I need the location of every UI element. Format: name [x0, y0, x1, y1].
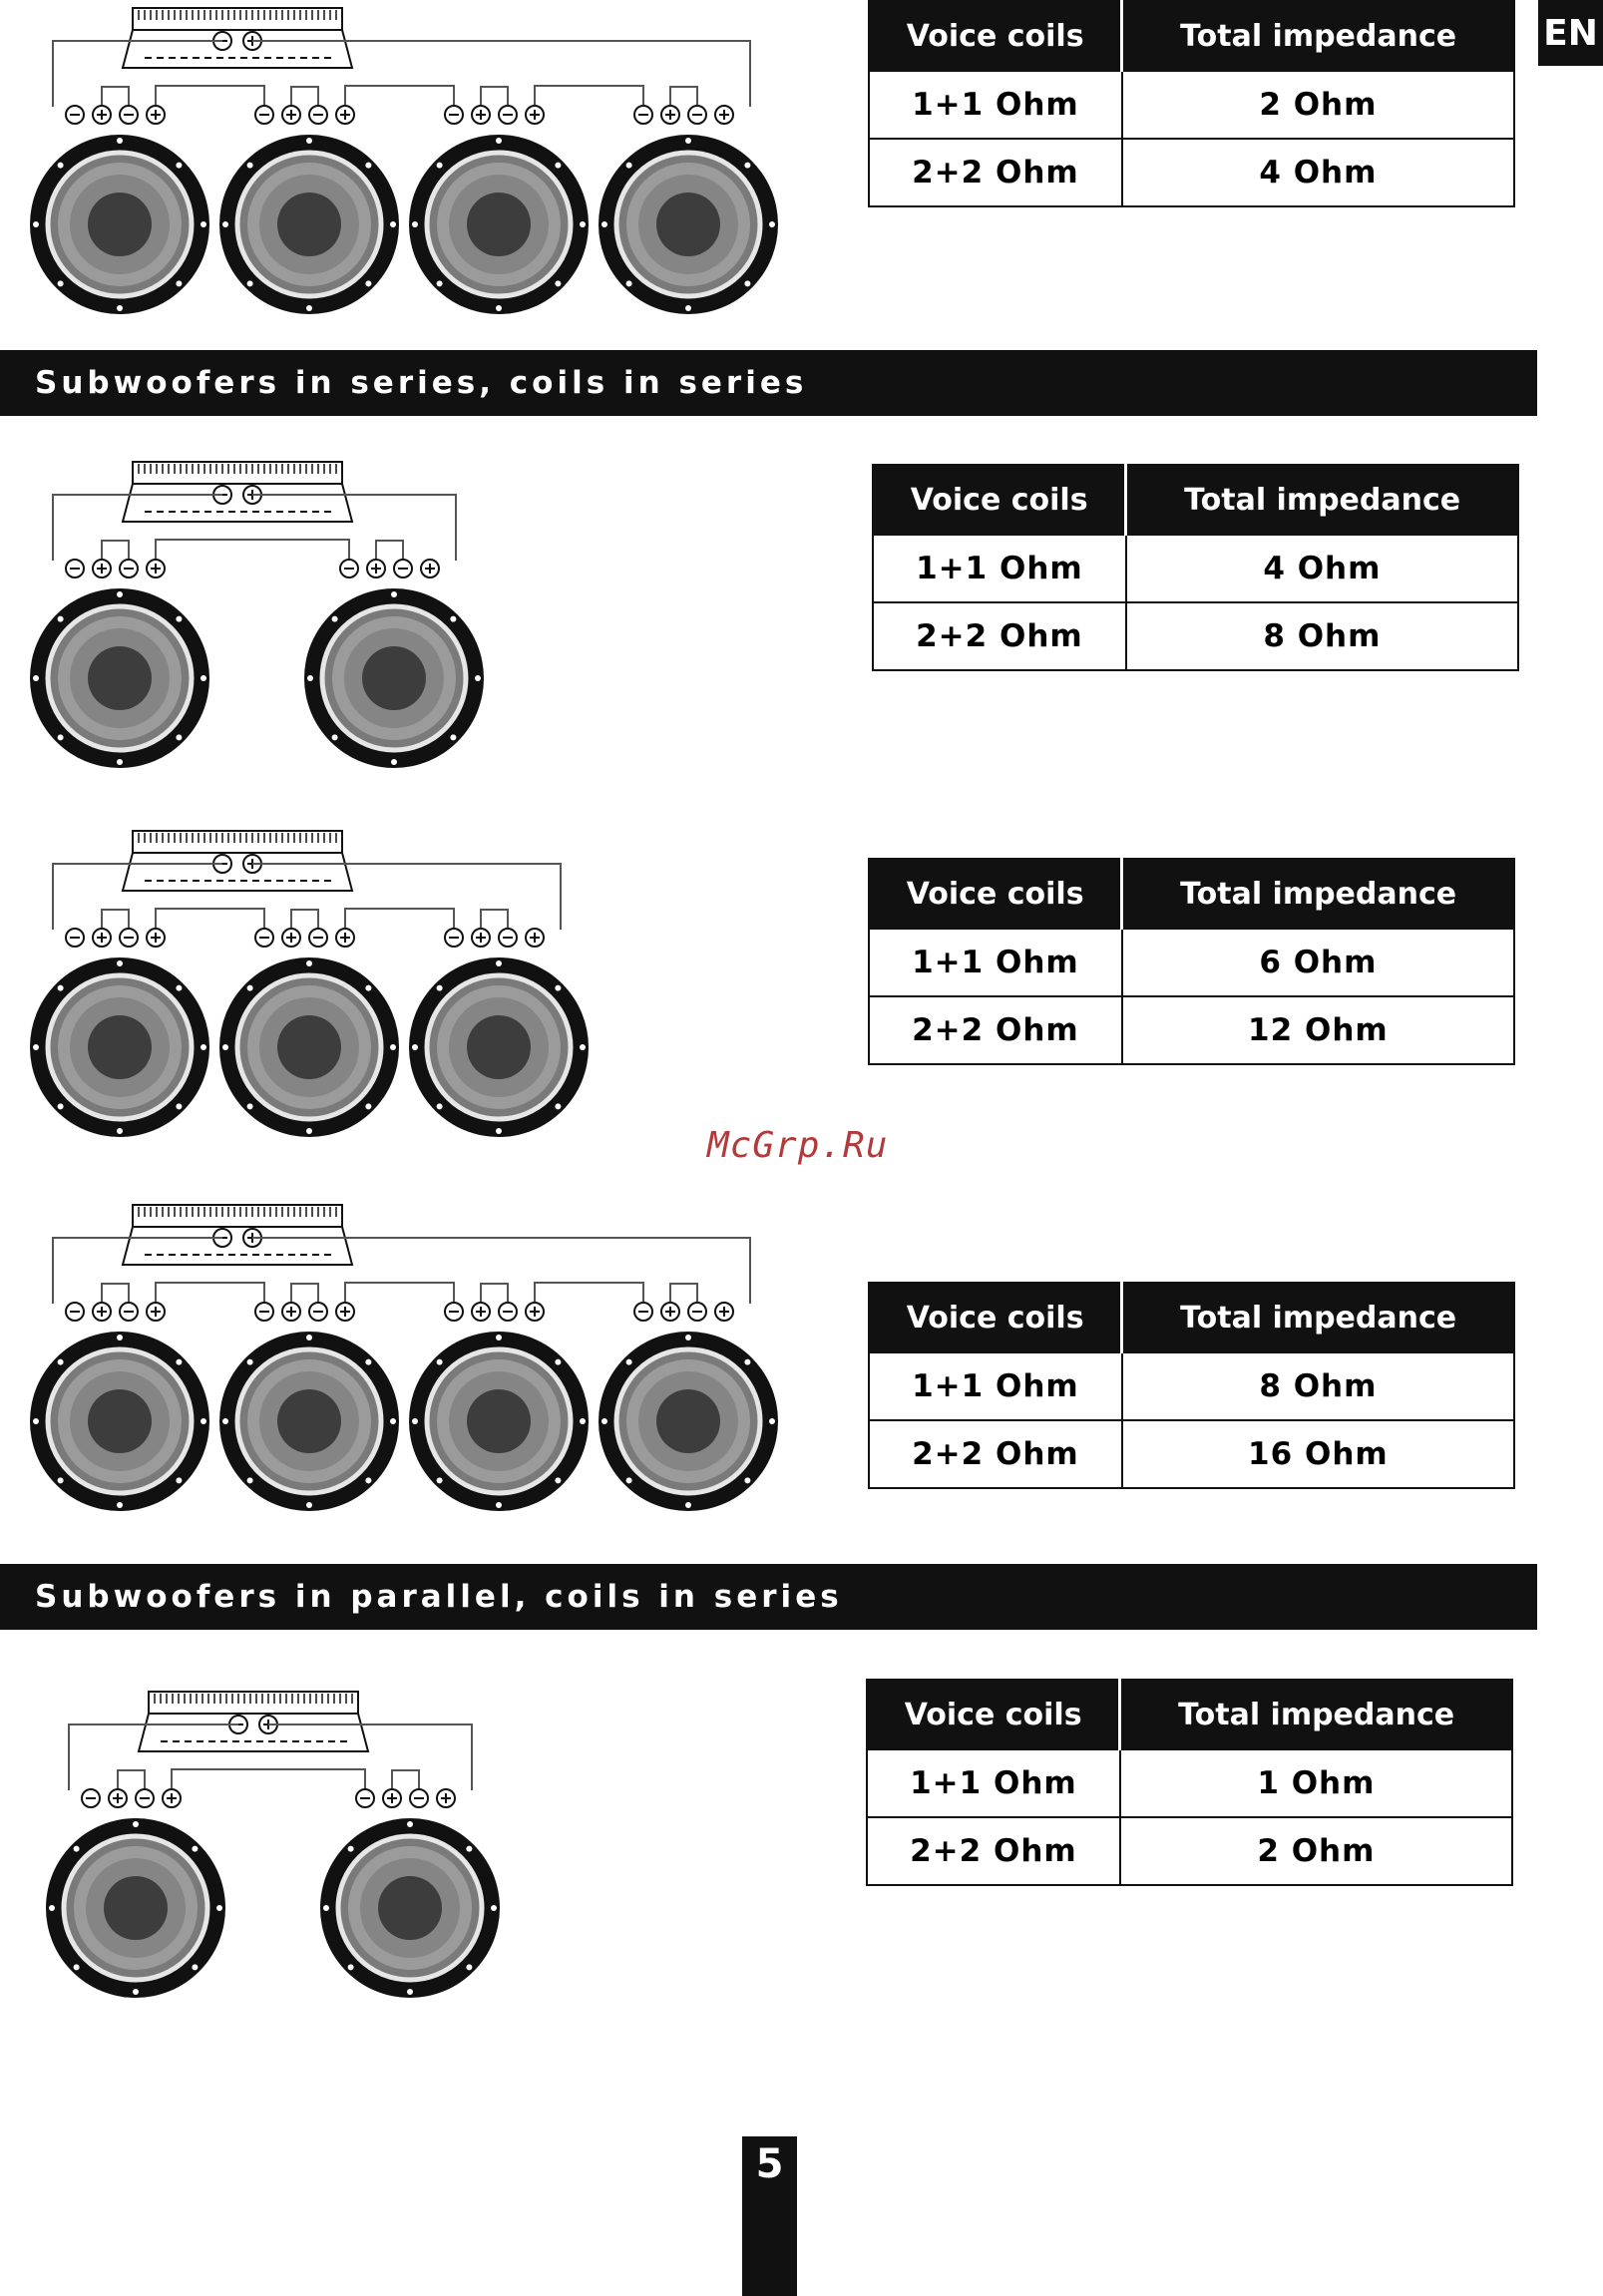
wire — [345, 86, 454, 105]
plus-terminal-icon — [147, 1303, 165, 1321]
wiring-diagram — [28, 823, 786, 1142]
plus-terminal-icon — [147, 929, 165, 947]
subwoofer-icon — [219, 957, 399, 1137]
plus-terminal-icon — [421, 560, 439, 577]
plus-terminal-icon — [93, 929, 111, 947]
table-row: 2+2 Ohm 12 Ohm — [869, 996, 1514, 1064]
language-tag: EN — [1538, 0, 1603, 66]
minus-terminal-icon — [120, 106, 138, 124]
minus-terminal-icon — [255, 106, 273, 124]
watermark: McGrp.Ru — [707, 1125, 889, 1166]
minus-terminal-icon — [82, 1789, 100, 1807]
plus-terminal-icon — [282, 929, 300, 947]
wire — [102, 541, 129, 559]
plus-terminal-icon — [282, 1303, 300, 1321]
minus-terminal-icon — [445, 106, 463, 124]
subwoofer-icon — [409, 957, 589, 1137]
plus-terminal-icon — [336, 106, 354, 124]
subwoofer-icon — [599, 1332, 778, 1511]
plus-terminal-icon — [661, 1303, 679, 1321]
minus-terminal-icon — [66, 106, 84, 124]
minus-terminal-icon — [120, 929, 138, 947]
plus-terminal-icon — [661, 106, 679, 124]
table-row: 1+1 Ohm 2 Ohm — [869, 71, 1514, 139]
plus-terminal-icon — [336, 929, 354, 947]
minus-terminal-icon — [120, 1303, 138, 1321]
minus-terminal-icon — [120, 560, 138, 577]
minus-terminal-icon — [499, 1303, 517, 1321]
minus-terminal-icon — [688, 106, 706, 124]
subwoofer-icon — [30, 957, 209, 1137]
minus-terminal-icon — [255, 929, 273, 947]
minus-terminal-icon — [66, 929, 84, 947]
table-row: 2+2 Ohm 2 Ohm — [867, 1817, 1512, 1885]
wiring-diagram — [44, 1684, 802, 2003]
wiring-diagram — [28, 1197, 786, 1516]
wire — [481, 910, 508, 928]
minus-terminal-icon — [136, 1789, 154, 1807]
subwoofer-icon — [30, 1332, 209, 1511]
subwoofer-icon — [219, 135, 399, 314]
amplifier-icon — [123, 1205, 352, 1265]
wire — [291, 910, 318, 928]
table-row: 2+2 Ohm 8 Ohm — [873, 602, 1518, 670]
amplifier-icon — [123, 8, 352, 68]
table-row: 1+1 Ohm 6 Ohm — [869, 929, 1514, 996]
minus-terminal-icon — [356, 1789, 374, 1807]
header-voice-coils: Voice coils — [869, 1283, 1122, 1352]
subwoofer-icon — [599, 135, 778, 314]
wire — [535, 1283, 643, 1302]
wire — [481, 1284, 508, 1302]
minus-terminal-icon — [255, 1303, 273, 1321]
minus-terminal-icon — [634, 1303, 652, 1321]
table-row: 1+1 Ohm 1 Ohm — [867, 1749, 1512, 1817]
header-voice-coils: Voice coils — [867, 1680, 1120, 1749]
table-row: 2+2 Ohm 16 Ohm — [869, 1420, 1514, 1488]
header-voice-coils: Voice coils — [869, 1, 1122, 71]
section-title-parallel: Subwoofers in parallel, coils in series — [0, 1564, 1537, 1630]
minus-terminal-icon — [499, 106, 517, 124]
plus-terminal-icon — [93, 1303, 111, 1321]
impedance-table — [868, 1282, 1515, 1489]
wire — [172, 1769, 365, 1788]
plus-terminal-icon — [383, 1789, 401, 1807]
wire — [345, 1283, 454, 1302]
subwoofer-icon — [30, 588, 209, 768]
plus-terminal-icon — [93, 106, 111, 124]
plus-terminal-icon — [715, 106, 733, 124]
impedance-table — [868, 858, 1515, 1065]
minus-terminal-icon — [309, 929, 327, 947]
plus-terminal-icon — [472, 1303, 490, 1321]
header-total-impedance: Total impedance — [1122, 1, 1514, 71]
subwoofer-icon — [304, 588, 484, 768]
subwoofer-icon — [219, 1332, 399, 1511]
section-title-series: Subwoofers in series, coils in series — [0, 350, 1537, 416]
plus-terminal-icon — [367, 560, 385, 577]
impedance-table — [868, 0, 1515, 207]
wire — [291, 87, 318, 105]
subwoofer-icon — [46, 1818, 225, 1998]
plus-terminal-icon — [93, 560, 111, 577]
header-voice-coils: Voice coils — [873, 465, 1126, 535]
table-row: 1+1 Ohm 8 Ohm — [869, 1352, 1514, 1420]
wire — [156, 909, 264, 928]
minus-terminal-icon — [66, 560, 84, 577]
wire — [156, 1283, 264, 1302]
wire — [376, 541, 403, 559]
plus-terminal-icon — [526, 1303, 544, 1321]
minus-terminal-icon — [309, 106, 327, 124]
plus-terminal-icon — [336, 1303, 354, 1321]
minus-terminal-icon — [66, 1303, 84, 1321]
plus-terminal-icon — [472, 929, 490, 947]
minus-terminal-icon — [309, 1303, 327, 1321]
header-total-impedance: Total impedance — [1126, 465, 1518, 535]
wire — [481, 87, 508, 105]
header-total-impedance: Total impedance — [1122, 1283, 1514, 1352]
minus-terminal-icon — [634, 106, 652, 124]
plus-terminal-icon — [147, 106, 165, 124]
header-total-impedance: Total impedance — [1122, 859, 1514, 929]
wiring-diagram — [28, 454, 786, 773]
header-total-impedance: Total impedance — [1120, 1680, 1512, 1749]
minus-terminal-icon — [410, 1789, 428, 1807]
plus-terminal-icon — [472, 106, 490, 124]
plus-terminal-icon — [163, 1789, 181, 1807]
plus-terminal-icon — [526, 929, 544, 947]
amplifier-icon — [139, 1692, 368, 1751]
wire — [156, 540, 349, 559]
subwoofer-icon — [320, 1818, 500, 1998]
table-row: 1+1 Ohm 4 Ohm — [873, 535, 1518, 602]
amplifier-icon — [123, 462, 352, 522]
wire — [670, 87, 697, 105]
impedance-table — [866, 1679, 1513, 1886]
wire — [118, 1770, 145, 1788]
wire — [102, 910, 129, 928]
wire — [102, 87, 129, 105]
wire — [535, 86, 643, 105]
minus-terminal-icon — [445, 929, 463, 947]
plus-terminal-icon — [282, 106, 300, 124]
wiring-diagram — [28, 0, 786, 319]
wire — [345, 909, 454, 928]
wire — [156, 86, 264, 105]
wire — [392, 1770, 419, 1788]
subwoofer-icon — [409, 135, 589, 314]
minus-terminal-icon — [340, 560, 358, 577]
table-row: 2+2 Ohm 4 Ohm — [869, 139, 1514, 206]
minus-terminal-icon — [445, 1303, 463, 1321]
minus-terminal-icon — [688, 1303, 706, 1321]
plus-terminal-icon — [715, 1303, 733, 1321]
plus-terminal-icon — [147, 560, 165, 577]
wire — [102, 1284, 129, 1302]
minus-terminal-icon — [499, 929, 517, 947]
plus-terminal-icon — [526, 106, 544, 124]
impedance-table — [872, 464, 1519, 671]
plus-terminal-icon — [437, 1789, 455, 1807]
minus-terminal-icon — [394, 560, 412, 577]
wire — [291, 1284, 318, 1302]
page-number: 5 — [755, 2141, 784, 2187]
subwoofer-icon — [30, 135, 209, 314]
wire — [670, 1284, 697, 1302]
header-voice-coils: Voice coils — [869, 859, 1122, 929]
amplifier-icon — [123, 831, 352, 891]
subwoofer-icon — [409, 1332, 589, 1511]
plus-terminal-icon — [109, 1789, 127, 1807]
